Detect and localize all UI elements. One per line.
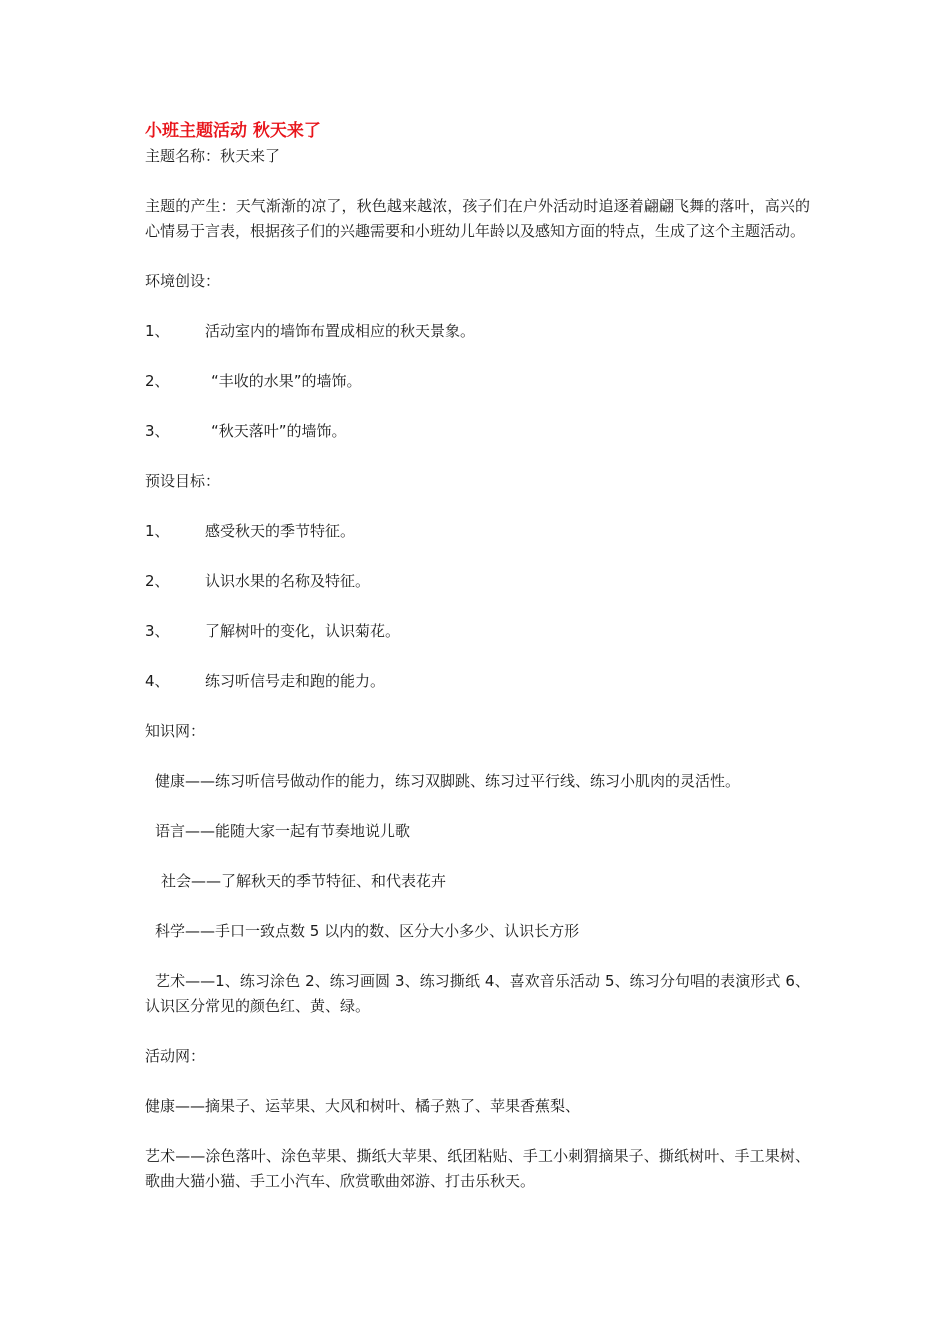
environment-heading: 环境创设： [145,272,221,290]
item-text: 认识水果的名称及特征。 [205,572,371,590]
item-text: 活动室内的墙饰布置成相应的秋天景象。 [205,322,476,340]
knowledge-art: 艺术——1、练习涂色 2、练习画圆 3、练习撕纸 4、喜欢音乐活动 5、练习分句唱的表演形式 6、认识区分常见的颜色红、黄、绿。 [145,972,810,1015]
goal-item [145,569,810,594]
theme-origin-paragraph: 主题的产生：天气渐渐的凉了，秋色越来越浓，孩子们在户外活动时追逐着翩翩飞舞的落叶，高兴的心情易于言表，根据孩子们的兴趣需要和小班幼儿年龄以及感知方面的特点，生成了这个主题活动。 [145,197,810,240]
environment-item [145,319,810,344]
item-number: 2、 [145,572,170,590]
goal-item [145,669,810,694]
activities-art: 艺术——涂色落叶、涂色苹果、撕纸大苹果、纸团粘贴、手工小刺猬摘果子、撕纸树叶、手工果树、歌曲大猫小猫、手工小汽车、欣赏歌曲郊游、打击乐秋天。 [145,1147,810,1190]
item-number: 3、 [145,622,170,640]
item-number: 1、 [145,522,170,540]
environment-item [145,419,810,444]
knowledge-heading: 知识网： [145,722,206,740]
goal-item [145,619,810,644]
knowledge-society: 社会——了解秋天的季节特征、和代表花卉 [161,872,447,890]
item-text: 感受秋天的季节特征。 [205,522,356,540]
item-number: 3、 [145,422,170,440]
document-page [145,118,810,1194]
item-text: “丰收的水果”的墙饰。 [211,372,362,390]
item-text: 了解树叶的变化，认识菊花。 [205,622,401,640]
goal-item [145,519,810,544]
goals-heading: 预设目标： [145,472,221,490]
activities-heading: 活动网： [145,1047,206,1065]
knowledge-science: 科学——手口一致点数 5 以内的数、区分大小多少、认识长方形 [155,922,580,940]
environment-item [145,369,810,394]
document-title: 小班主题活动 秋天来了 [145,121,321,141]
knowledge-health: 健康——练习听信号做动作的能力，练习双脚跳、练习过平行线、练习小肌肉的灵活性。 [155,772,741,790]
item-number: 2、 [145,372,170,390]
activities-health: 健康——摘果子、运苹果、大风和树叶、橘子熟了、苹果香蕉梨、 [145,1097,581,1115]
item-text: “秋天落叶”的墙饰。 [211,422,347,440]
item-number: 1、 [145,322,170,340]
item-text: 练习听信号走和跑的能力。 [205,672,386,690]
theme-name: 主题名称：秋天来了 [145,147,281,165]
knowledge-language: 语言——能随大家一起有节奏地说儿歌 [155,822,411,840]
item-number: 4、 [145,672,170,690]
